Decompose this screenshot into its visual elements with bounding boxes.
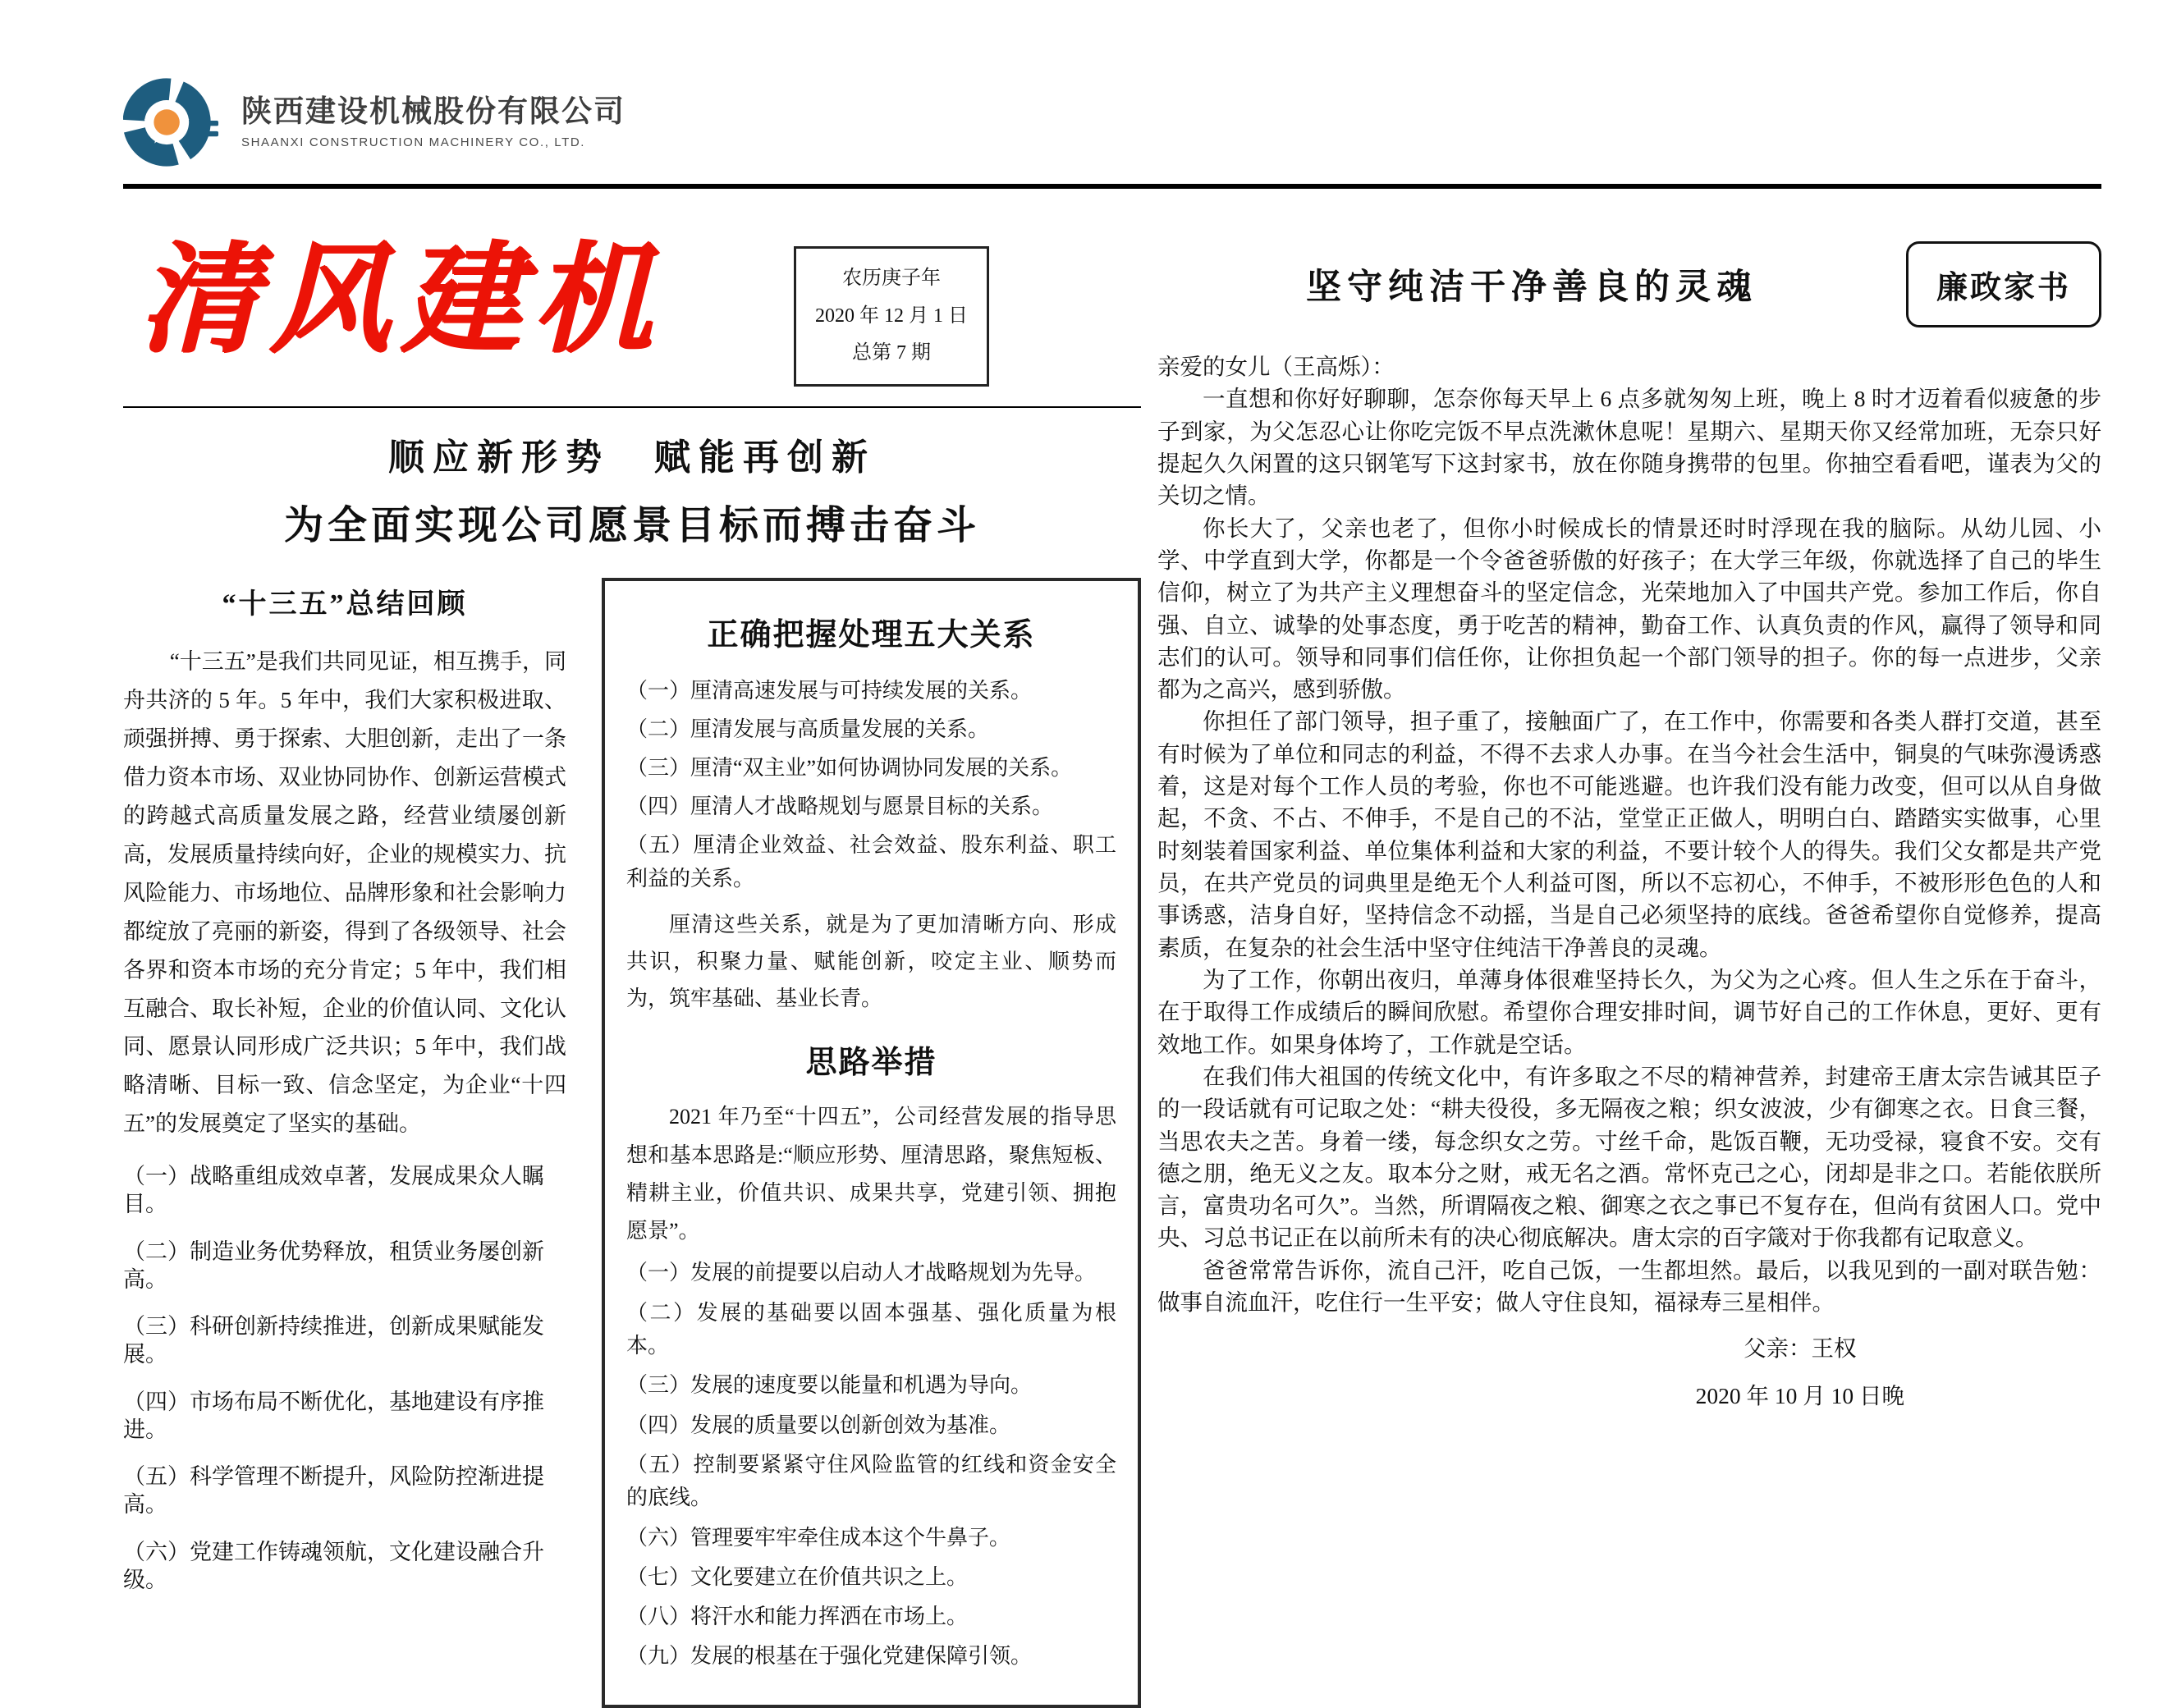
letter-body [1157,350,2101,1420]
list-item: （二）发展的基础要以固本强基、强化质量为根本。 [626,1300,1116,1358]
list-item: （一）厘清高速发展与可持续发展的关系。 [626,678,1033,703]
list-item: （二）厘清发展与高质量发展的关系。 [626,717,990,741]
signature-name: 父亲：王权 [1744,1335,1857,1362]
company-name-cn: 陕西建设机械股份有限公司 [241,94,625,129]
letter-title: 坚守纯洁干净善良的灵魂 [1305,268,1757,307]
header-rule [123,184,2101,189]
list-item: （三）厘清“双主业”如何协调协同发展的关系。 [626,755,1073,780]
measures-heading: 思路举措 [805,1046,937,1081]
issue-number: 总第 7 期 [852,342,931,364]
masthead-row [123,230,1141,387]
left-columns [123,578,1141,1708]
relations-heading: 正确把握处理五大关系 [707,617,1036,653]
review-heading: “十三五”总结回顾 [222,588,468,620]
list-item: （四）厘清人才战略规划与愿景目标的关系。 [626,794,1054,819]
letter-header [1157,241,2101,327]
list-item: （七）文化要建立在价值共识之上。 [626,1564,969,1589]
letter-section [1157,230,2101,1708]
headline-line2: 为全面实现公司愿景目标而搏击奋斗 [283,503,980,547]
company-brand [123,71,2101,174]
list-item: （一）战略重组成效卓著，发展成果众人瞩目。 [123,1164,544,1217]
issue-lunar-year: 农历庚子年 [842,268,941,289]
measures-item-list [626,1257,1116,1673]
headline-line1: 顺应新形势 赋能再创新 [388,437,876,478]
relations-summary: 厘清这些关系，就是为了更加清晰方向、形成共识，积聚力量、赋能创新，咬定主业、顺势而为，筑牢基础、基业长青。 [626,913,1116,1010]
measures-intro: 2021 年乃至“十四五”，公司经营发展的指导思想和基本思路是:“顺应形势、厘清思路，聚焦短板、精耕主业，价值共识、成果共享，党建引领、拥抱愿景”。 [626,1105,1116,1243]
review-article [123,578,566,1708]
lead-headline [123,428,1141,550]
letter-paragraph: 为了工作，你朝出夜归，单薄身体很难坚持长久，为父为之心疼。但人生之乐在于奋斗，在于取得工作成绩后的瞬间欣慰。希望你合理安排时间，调节好自己的工作休息，更好、更有效地工作。如果身体垮了，工作就是空话。 [1157,966,2101,1057]
review-item-list [123,1163,566,1594]
list-item: （四）市场布局不断优化，基地建设有序推进。 [123,1389,544,1442]
company-name-en: SHAANXI CONSTRUCTION MACHINERY CO., LTD. [241,135,586,149]
relations-item-list [626,674,1116,895]
letter-paragraph: 你长大了，父亲也老了，但你小时候成长的情景还时时浮现在我的脑际。从幼儿园、小学、中学直到大学，你都是一个令爸爸骄傲的好孩子；在大学三年级，你就选择了自己的毕生信仰，树立了为共产主义理想奋斗的坚定信念，光荣地加入了中国共产党。参加工作后，你自强、自立、诚挚的处事态度，勇于吃苦的精神，勤奋工作、认真负责的作风，赢得了领导和同志们的认可。领导和同事们信任你，让你担负起一个部门领导的担子。你的每一点进步，父亲都为之高兴，感到骄傲。 [1157,515,2101,703]
letter-paragraph: 在我们伟大祖国的传统文化中，有许多取之不尽的精神营养，封建帝王唐太宗告诫其臣子的一段话就有可记取之处：“耕夫役役，多无隔夜之粮；织女波波，少有御寒之衣。日食三餐，当思农夫之苦。身着一缕，每念织女之劳。寸丝千命，匙饭百鞭，无功受禄，寝食不安。交有德之朋，绝无义之友。取本分之财，戒无名之酒。常怀克己之心，闭却是非之口。若能依朕所言，富贵功名可久”。当然，所谓隔夜之粮、御寒之衣之事已不复存在，但尚有贫困人口。党中央、习总书记正在以前所未有的决心彻底解决。唐太宗的百字箴对于你我都有记取意义。 [1157,1063,2101,1251]
list-item: （四）发展的质量要以创新创效为基准。 [626,1413,1011,1437]
letter-paragraph: 一直想和你好好聊聊，怎奈你每天早上 6 点多就匆匆上班，晚上 8 时才迈着看似疲惫的步子到家，为父怎忍心让你吃完饭不早点洗漱休息呢！星期六、星期天你又经常加班，无奈只好提起久久闲置的这只钢笔写下这封家书，放在你随身携带的包里。你抽空看看吧，谨表为父的关切之情。 [1157,386,2101,509]
letter-paragraph: 爸爸常常告诉你，流自己汗，吃自己饭，一生都坦然。最后，以我见到的一副对联告勉：做事自流血汗，吃住行一生平安；做人守住良知，福禄寿三星相伴。 [1157,1257,2101,1316]
masthead-title: 清风建机 [138,234,663,367]
list-item: （三）发展的速度要以能量和机遇为导向。 [626,1373,1033,1398]
left-section [123,230,1141,1708]
list-item: （五）厘清企业效益、社会效益、股东利益、职工利益的关系。 [626,833,1116,891]
company-name-block [241,95,625,149]
letter-paragraph: 你担任了部门领导，担子重了，接触面广了，在工作中，你需要和各类人群打交道，甚至有时候为了单位和同志的利益，不得不去求人办事。在当今社会生活中，铜臭的气味弥漫诱惑着，这是对每个工作人员的考验，你也不可能逃避。也许我们没有能力改变，但可以从自身做起，不贪、不占、不伸手，不是自己的不沾，堂堂正正做人，明明白白、踏踏实实做事，心里时刻装着国家利益、单位集体利益和大家的利益，不要计较个人的得失。我们父女都是共产党员，在共产党员的词典里是绝无个人利益可图，所以不忘初心，不伸手，不被形形色色的人和事诱惑，洁身自好，坚持信念不动摇，当是自己必须坚持的底线。爸爸希望你自觉修养，提高素质，在复杂的社会生活中坚守住纯洁干净善良的灵魂。 [1157,708,2101,960]
list-item: （一）发展的前提要以启动人才战略规划为先导。 [626,1261,1097,1285]
list-item: （六）管理要牢牢牵住成本这个牛鼻子。 [626,1525,1011,1550]
list-item: （八）将汗水和能力挥洒在市场上。 [626,1605,969,1629]
issue-info-box [794,246,989,387]
signature-date: 2020 年 10 月 10 日晚 [1695,1383,1904,1409]
list-item: （五）控制要紧紧守住风险监管的红线和资金安全的底线。 [626,1452,1116,1510]
review-paragraph: “十三五”是我们共同见证，相互携手，同舟共济的 5 年。5 年中，我们大家积极进取、顽强拼搏、勇于探索、大胆创新，走出了一条借力资本市场、双业协同协作、创新运营模式的跨越式高质量发展之路，经营业绩屡创新高，发展质量持续向好，企业的规模实力、抗风险能力、市场地位、品牌形象和社会影响力都绽放了亮丽的新姿，得到了各级领导、社会各界和资本市场的充分肯定；5 年中，我们相互融合、取长补短，企业的价值认同、文化认同、愿景认同形成广泛共识；5 年中，我们战略清晰、目标一致、信念坚定，为企业“十四五”的发展奠定了坚实的基础。 [123,648,566,1137]
masthead-rule [123,406,1141,408]
issue-date: 2020 年 12 月 1 日 [815,305,968,327]
list-item: （二）制造业务优势释放，租赁业务屡创新高。 [123,1239,544,1292]
relations-box-article [602,578,1141,1708]
company-logo-icon [123,74,220,171]
list-item: （九）发展的根基在于强化党建保障引领。 [626,1644,1033,1669]
list-item: （五）科学管理不断提升，风险防控渐进提高。 [123,1464,544,1518]
letter-salutation: 亲爱的女儿（王高烁）： [1157,354,1395,379]
letter-signature [1696,1325,1904,1420]
main-content [123,230,2101,1708]
list-item: （三）科研创新持续推进，创新成果赋能发展。 [123,1314,544,1367]
list-item: （六）党建工作铸魂领航，文化建设融合升级。 [123,1539,544,1592]
letter-category-badge: 廉政家书 [1906,241,2101,327]
page-header [123,71,2101,189]
